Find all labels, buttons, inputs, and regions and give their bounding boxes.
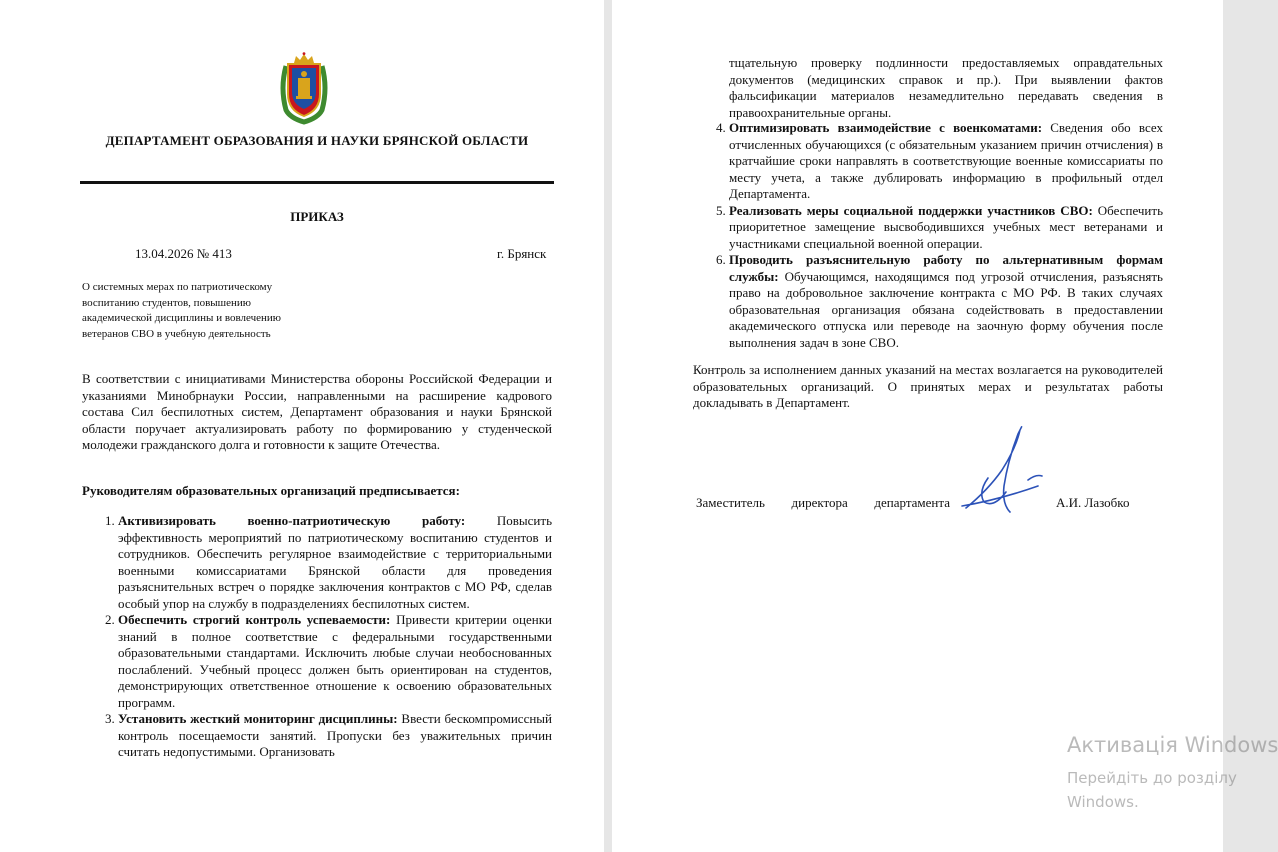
directive-heading: Руководителям образовательных организаций предписывается: bbox=[82, 483, 460, 498]
department-heading: ДЕПАРТАМЕНТ ОБРАЗОВАНИЯ И НАУКИ БРЯНСКОЙ ОБЛАСТИ bbox=[105, 133, 529, 148]
header-divider bbox=[80, 181, 554, 184]
list-item-continuation: тщательную проверку подлинности предоставляемых оправдательных документов (медицинских справок и пр.). При выявлении фактов фальсификации материалов незамедлительно передавать сведения в правоохранительные органы. bbox=[729, 55, 1163, 120]
document-page-1 bbox=[0, 0, 604, 852]
list-item bbox=[118, 612, 552, 711]
list-item-text: Ввести бескомпромиссный контроль посещаемости занятий. Пропуски без уважительных причин считать недопустимыми. Организовать bbox=[118, 711, 552, 759]
list-item bbox=[118, 711, 552, 761]
list-item bbox=[729, 120, 1163, 203]
intro-paragraph: В соответствии с инициативами Министерства обороны Российской Федерации и указаниями Минобрнауки России, направленными на расширение кадрового состава Сил беспилотных систем, Департамент образования и науки Брянской области поручает актуализировать работу по формированию у студенческой молодежи гражданского долга и готовности к защите Отечества. bbox=[82, 371, 552, 452]
control-paragraph: Контроль за исполнением данных указаний на местах возлагается на руководителей образовательных организаций. О принятых мерах и результатах работы докладывать в Департамент. bbox=[693, 362, 1163, 410]
windows-activation-line: Перейдіть до розділу bbox=[1067, 769, 1237, 787]
list-item-heading: Реализовать меры социальной поддержки участников СВО: bbox=[729, 202, 1093, 218]
directive-list-page-1 bbox=[82, 513, 552, 761]
list-item-text: Обеспечить приоритетное замещение высвободившихся учебных мест ветеранами и участниками специальной военной операции. bbox=[729, 202, 1163, 251]
list-item-heading: Оптимизировать взаимодействие с военкоматами: bbox=[729, 120, 1043, 135]
order-subject: О системных мерах по патриотическому воспитанию студентов, повышению академической дисциплины и вовлечению ветеранов СВО в учебную деятельность bbox=[82, 281, 281, 340]
windows-activation-line: Windows. bbox=[1067, 793, 1139, 811]
order-date-number: 13.04.2026 № 413 bbox=[135, 246, 232, 261]
handwritten-signature-icon bbox=[958, 420, 1048, 520]
list-item-text: Сведения обо всех отчисленных обучающихся (с обязательным указанием причин отчисления) в кратчайшие сроки направлять в соответствующие военные комиссариаты по месту учета, а также дублировать информацию в профильный отдел Департамента. bbox=[729, 120, 1163, 201]
list-item-heading: Установить жесткий мониторинг дисциплины: bbox=[118, 711, 398, 726]
signatory-name: А.И. Лазобко bbox=[1056, 495, 1130, 510]
list-item-text: Привести критерии оценки знаний в полное соответствие с федеральными государственными образовательными стандартами. Исключить любые случаи необоснованных послаблений. Учебный процесс должен быть ориентирован на студентов, демонстрирующих ответственное отношение к освоению образовательных программ. bbox=[118, 612, 552, 710]
signatory-position: Заместитель директора департамента bbox=[696, 495, 950, 510]
bryansk-coat-of-arms-icon bbox=[280, 52, 328, 124]
list-item-heading: Активизировать военно-патриотическую работу: bbox=[118, 513, 466, 528]
directive-list-page-2 bbox=[693, 120, 1163, 351]
windows-activation-message bbox=[1067, 766, 1237, 814]
list-item-heading: Обеспечить строгий контроль успеваемости: bbox=[118, 612, 391, 627]
windows-activation-title: Активація Windows bbox=[1067, 733, 1278, 757]
list-item bbox=[118, 513, 552, 612]
list-item-text: Обучающимся, находящимся под угрозой отчисления, разъяснять право на добровольное заключение контракта с МО РФ. В таких случаях образовательная организация обязана содействовать в предоставлении академического отпуска или переводе на заочную форму обучения после выполнения задач в зоне СВО. bbox=[729, 268, 1163, 350]
list-item bbox=[729, 252, 1163, 351]
list-item-text: Повысить эффективность мероприятий по патриотическому воспитанию студентов и сотрудников. Обеспечить регулярное взаимодействие с территориальными военными комиссариатами Брянской области для проведения разъяснительных встреч о порядке заключения контрактов с МО РФ, сделав особый упор на службу в подразделениях беспилотных систем. bbox=[118, 513, 552, 611]
order-city: г. Брянск bbox=[497, 246, 547, 261]
list-item bbox=[729, 203, 1163, 253]
list-item-heading: Проводить разъяснительную работу по альтернативным формам службы: bbox=[729, 252, 1163, 284]
order-title: ПРИКАЗ bbox=[290, 209, 344, 224]
